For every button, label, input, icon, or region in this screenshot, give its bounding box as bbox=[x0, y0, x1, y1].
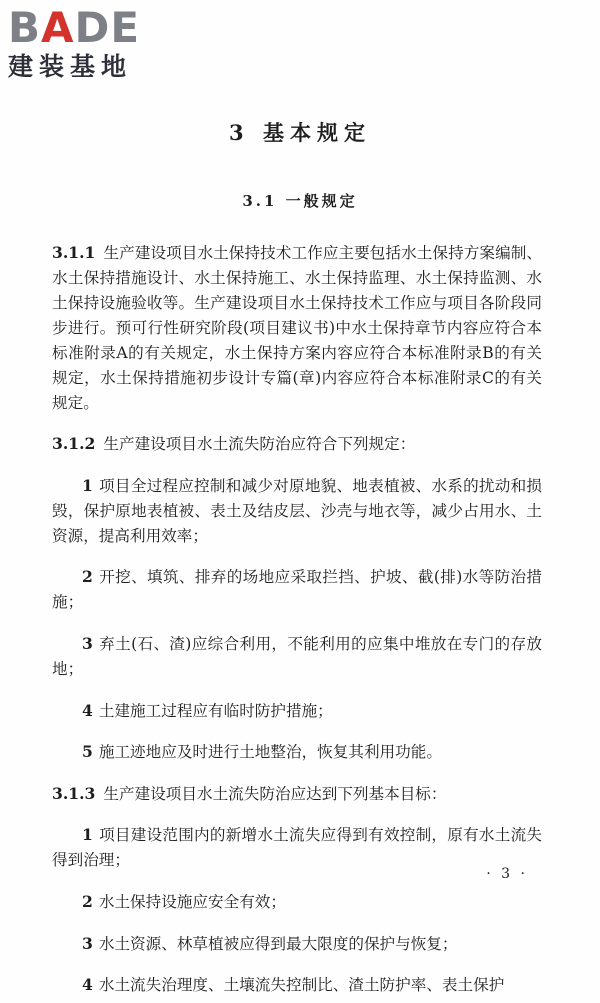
logo-wordmark: BADE bbox=[8, 3, 141, 52]
bade-logo bbox=[8, 3, 188, 82]
section-title: 3.1 一般规定 bbox=[242, 192, 358, 210]
list-item: 2 水土保持设施应安全有效； bbox=[82, 891, 286, 911]
list-item: 4 水土流失治理度、土壤流失控制比、渣土防护率、表土保护 bbox=[82, 975, 505, 995]
list-item: 1 项目建设范围内的新增水土流失应得到有效控制，原有水土流失得到治理； bbox=[52, 825, 542, 870]
logo-subtitle: 建装基地 bbox=[8, 52, 133, 81]
list-item: 3 弃土(石、渣)应综合利用，不能利用的应集中堆放在专门的存放地； bbox=[52, 633, 542, 678]
body-text bbox=[52, 224, 542, 1003]
page-number: · 3 · bbox=[486, 866, 528, 882]
chapter-title: 3 基本规定 bbox=[229, 120, 371, 145]
list-item: 3 水土资源、林草植被应得到最大限度的保护与恢复； bbox=[82, 933, 458, 953]
clause-3-1-3: 3.1.3 生产建设项目水土流失防治应达到下列基本目标： bbox=[52, 783, 447, 803]
list-item: 2 开挖、填筑、排弃的场地应采取拦挡、护坡、截(排)水等防治措施； bbox=[52, 567, 542, 612]
list-item: 4 土建施工过程应有临时防护措施； bbox=[82, 700, 333, 720]
clause-3-1-2: 3.1.2 生产建设项目水土流失防治应符合下列规定： bbox=[52, 434, 416, 454]
clause-3-1-1: 3.1.1 生产建设项目水土保持技术工作应主要包括水土保持方案编制、水土保持措施设计、水土保持施工、水土保持监理、水土保持监测、水土保持设施验收等。生产建设项目水土保持技术工作应与项目各阶段同步进行。预可行性研究阶段(项目建议书)中水土保持章节内容应符合本标准附录A的有关规定，水土保持方案内容应符合本标准附录B的有关规定，水土保持措施初步设计专篇(章)内容应符合本标准附录C的有关规定。 bbox=[52, 242, 542, 412]
list-item: 1 项目全过程应控制和减少对原地貌、地表植被、水系的扰动和损毁，保护原地表植被、表土及结皮层、沙壳与地衣等，减少占用水、土资源，提高利用效率； bbox=[52, 475, 542, 545]
list-item: 5 施工迹地应及时进行土地整治，恢复其利用功能。 bbox=[82, 742, 442, 762]
